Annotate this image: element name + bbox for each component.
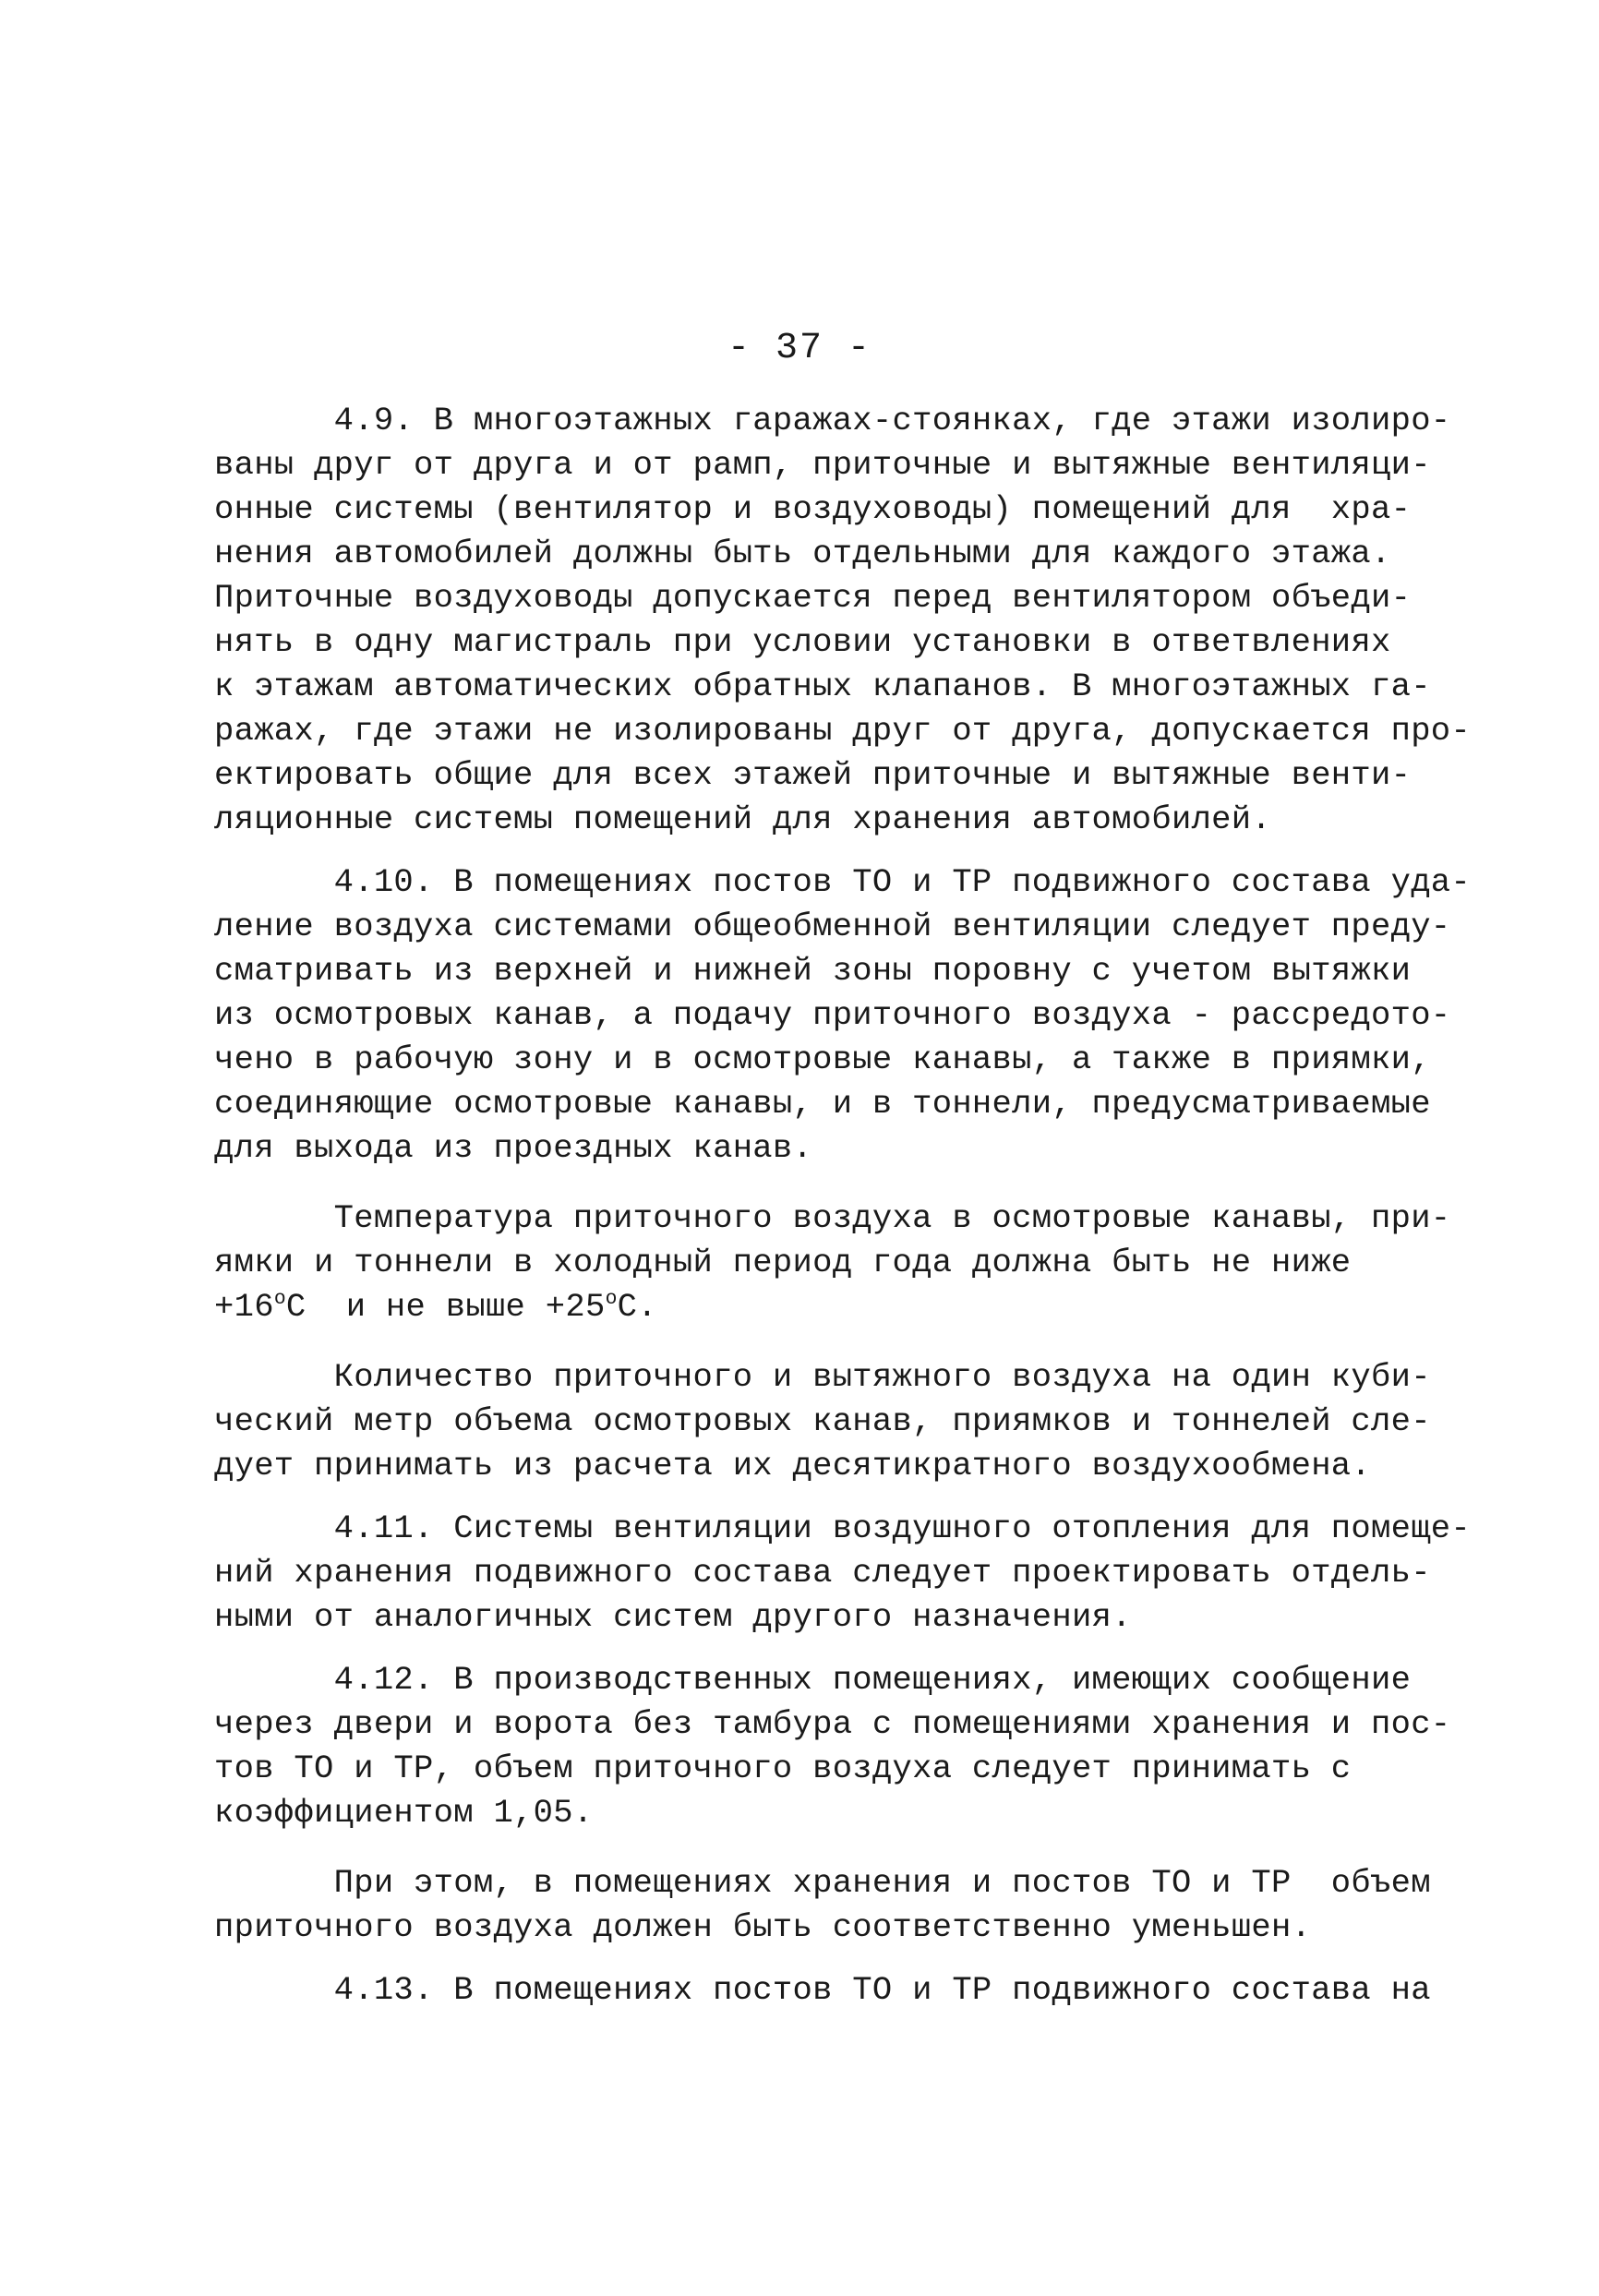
paragraph-4-9 [214, 399, 1472, 842]
text-line: ваны друг от друга и от рамп, приточные и вытяжные вентиляци- [214, 446, 1431, 484]
document-body [214, 399, 1472, 2013]
text-line: При этом, в помещениях хранения и постов ТО и ТР объем [214, 1864, 1431, 1902]
text-line: к этажам автоматических обратных клапанов. В многоэтажных га- [214, 667, 1431, 705]
text-line: 4.11. Системы вентиляции воздушного отопления для помеще- [214, 1509, 1472, 1547]
text-line: дует принимать из расчета их десятикратного воздухообмена. [214, 1447, 1372, 1485]
paragraph-air-volume [214, 1355, 1431, 1488]
text-line: ляционные системы помещений для хранения автомобилей. [214, 800, 1271, 838]
paragraph-reduction-note [214, 1861, 1431, 1950]
paragraph-4-11 [214, 1507, 1472, 1640]
temp-max-unit: C. [617, 1288, 657, 1326]
text-line: приточного воздуха должен быть соответственно уменьшен. [214, 1908, 1312, 1946]
page-number: - 37 - [727, 328, 872, 369]
text-line: соединяющие осмотровые канавы, и в тоннели, предусматриваемые [214, 1085, 1431, 1123]
text-line: ческий метр объема осмотровых канав, приямков и тоннелей сле- [214, 1402, 1431, 1440]
temp-min-unit: C [285, 1288, 307, 1326]
text-line: ямки и тоннели в холодный период года должна быть не ниже [214, 1244, 1352, 1281]
text-line: 4.9. В многоэтажных гаражах-стоянках, где этажи изолиро- [214, 402, 1451, 439]
text-line: ектировать общие для всех этажей приточные и вытяжные венти- [214, 756, 1412, 794]
text-line: из осмотровых канав, а подачу приточного воздуха - рассредото- [214, 996, 1451, 1034]
paragraph-temperature [214, 1196, 1451, 1329]
text-line: Приточные воздуховоды допускается перед вентилятором объеди- [214, 579, 1412, 617]
text-line: онные системы (вентилятор и воздуховоды) помещений для хра- [214, 490, 1412, 528]
paragraph-4-12 [214, 1658, 1451, 1835]
text-line: Температура приточного воздуха в осмотровые канавы, при- [214, 1199, 1451, 1237]
paragraph-4-13 [214, 1968, 1431, 2013]
text-line: чено в рабочую зону и в осмотровые канавы, а также в приямки, [214, 1040, 1431, 1078]
temp-middle-text: и не выше [306, 1288, 546, 1326]
degree-mark: o [605, 1288, 618, 1311]
text-line: 4.10. В помещениях постов ТО и ТР подвижного состава уда- [214, 863, 1472, 901]
text-line: Количество приточного и вытяжного воздуха на один куби- [214, 1358, 1431, 1396]
text-line: сматривать из верхней и нижней зоны поровну с учетом вытяжки [214, 952, 1412, 990]
temperature-line [214, 1285, 1414, 1329]
temp-min-value: +16 [214, 1288, 274, 1326]
degree-mark: o [273, 1288, 286, 1311]
text-line: ний хранения подвижного состава следует проектировать отдель- [214, 1554, 1431, 1592]
paragraph-4-10 [214, 860, 1472, 1171]
text-line: тов ТО и ТР, объем приточного воздуха следует принимать с [214, 1749, 1352, 1787]
temp-max-value: +25 [545, 1288, 606, 1326]
text-line: 4.12. В производственных помещениях, имеющих сообщение [214, 1661, 1412, 1699]
text-line: 4.13. В помещениях постов ТО и ТР подвижного состава на [214, 1971, 1431, 2009]
text-line: ление воздуха системами общеобменной вентиляции следует преду- [214, 908, 1451, 945]
text-line: для выхода из проездных канав. [214, 1129, 813, 1167]
text-line: ными от аналогичных систем другого назначения. [214, 1598, 1132, 1636]
text-line: через двери и ворота без тамбура с помещениями хранения и пос- [214, 1705, 1451, 1743]
text-line: ражах, где этажи не изолированы друг от друга, допускается про- [214, 712, 1472, 750]
text-line: коэффициентом 1,05. [214, 1794, 594, 1832]
text-line: нять в одну магистраль при условии установки в ответвлениях [214, 623, 1391, 661]
text-line: нения автомобилей должны быть отдельными для каждого этажа. [214, 535, 1391, 572]
